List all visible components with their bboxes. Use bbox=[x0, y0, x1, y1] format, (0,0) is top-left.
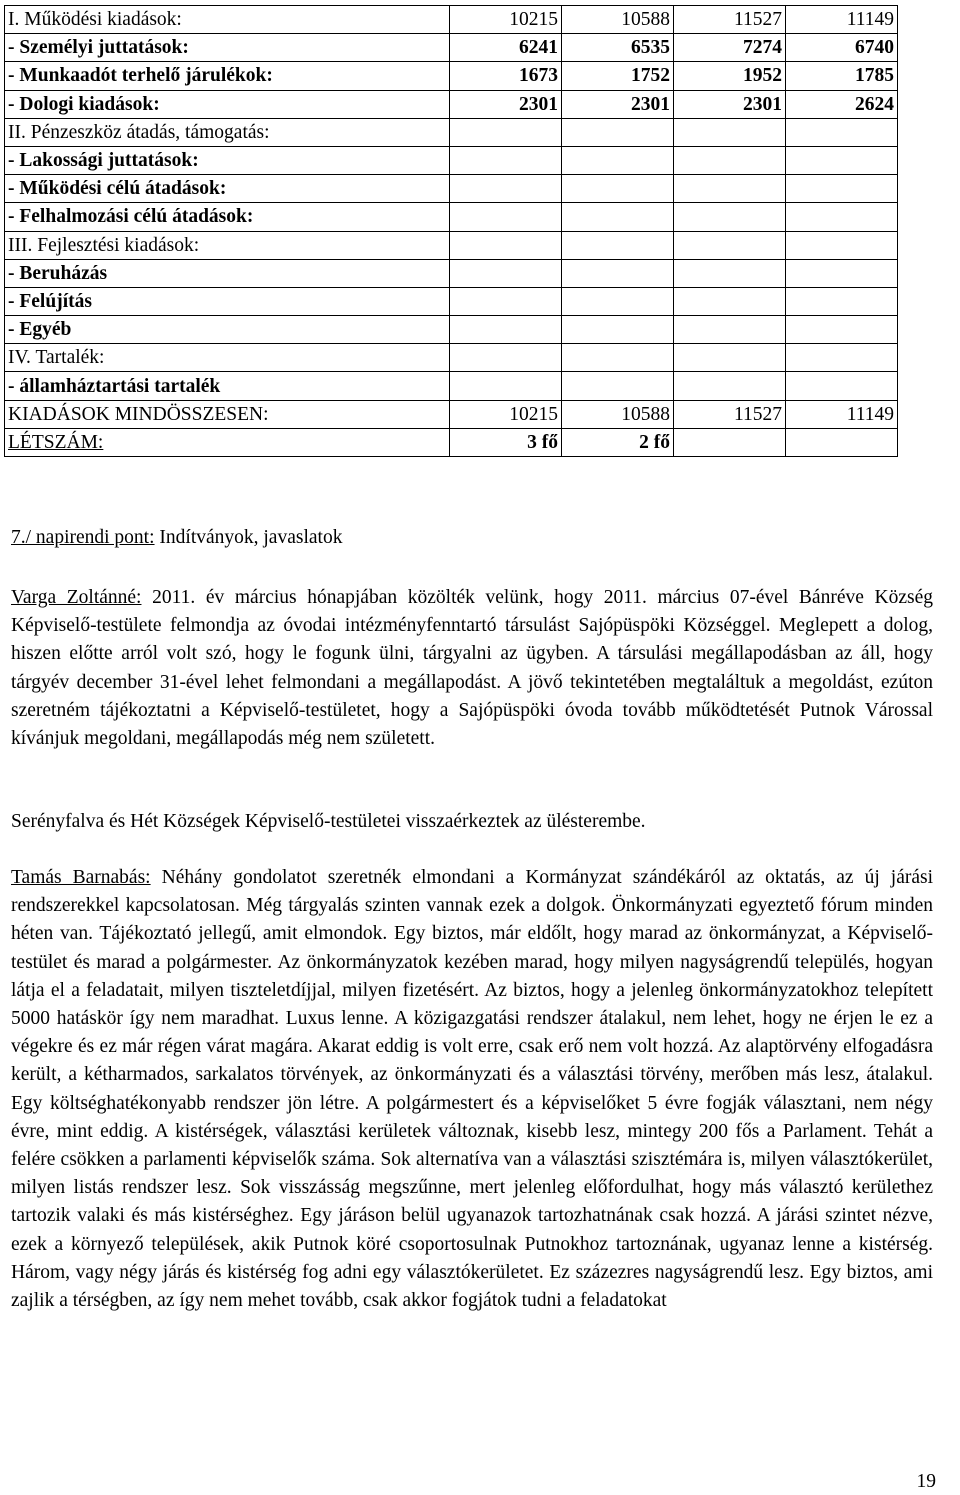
row-value bbox=[786, 372, 898, 400]
row-value: 10215 bbox=[450, 6, 562, 34]
row-value: 11527 bbox=[674, 6, 786, 34]
row-value: 1952 bbox=[674, 62, 786, 90]
paragraph-text: Serényfalva és Hét Községek Képviselő-testületei visszaérkeztek az ülésterembe. bbox=[11, 811, 646, 832]
table-row bbox=[5, 118, 898, 146]
row-label-text: - Felhalmozási célú átadások: bbox=[8, 206, 254, 228]
row-value: 10588 bbox=[562, 400, 674, 428]
row-label-text: LÉTSZÁM: bbox=[8, 431, 104, 453]
row-value: 1673 bbox=[450, 62, 562, 90]
row-label bbox=[5, 316, 450, 344]
row-label-text: - Egyéb bbox=[8, 319, 72, 341]
row-value bbox=[786, 118, 898, 146]
row-label-text: I. Működési kiadások: bbox=[8, 9, 182, 31]
row-label-text: - Munkaadót terhelő járulékok: bbox=[8, 65, 273, 87]
row-label-text: - államháztartási tartalék bbox=[8, 375, 221, 397]
table-row bbox=[5, 372, 898, 400]
row-value bbox=[450, 231, 562, 259]
row-value bbox=[674, 203, 786, 231]
agenda-heading bbox=[11, 527, 342, 549]
row-value bbox=[674, 316, 786, 344]
table-row bbox=[5, 400, 898, 428]
row-value: 7274 bbox=[674, 34, 786, 62]
row-value bbox=[450, 146, 562, 174]
row-value: 2301 bbox=[562, 90, 674, 118]
row-value: 1752 bbox=[562, 62, 674, 90]
row-value bbox=[562, 372, 674, 400]
row-value: 10215 bbox=[450, 400, 562, 428]
row-value bbox=[674, 175, 786, 203]
row-label-text: - Lakossági juttatások: bbox=[8, 150, 199, 172]
table-row bbox=[5, 34, 898, 62]
row-value: 6241 bbox=[450, 34, 562, 62]
table-row bbox=[5, 90, 898, 118]
agenda-label: 7./ napirendi pont: bbox=[11, 527, 155, 548]
row-value bbox=[786, 175, 898, 203]
row-value bbox=[450, 344, 562, 372]
row-label bbox=[5, 428, 450, 456]
row-label bbox=[5, 203, 450, 231]
paragraph-text: Néhány gondolatot szeretnék elmondani a Kormányzat szándékáról az oktatás, az új járási rendszerekkel kapcsolatosan. Még tárgyalás szinten vannak ezek a dolgok. Önkormányzati egyeztető fórum minden héten van. Tájékoztató jellegű, amit elmondok. Egy biztos, már eldőlt, hogy marad az önkormányzat, a Képviselő-testület és marad a polgármester. Az önkormányzatok kezében marad, hogy milyen nagyságrendű település, hogyan látja el a feladatait, milyen tiszteletdíjjal, milyen fizetésért. Az biztos, hogy a jelenleg önkormányzatokhoz telepített 5000 hatáskör így nem maradhat. Luxus lenne. A közigazgatási rendszer átalakul, nem lehet, hogy ne érjen le ez a végekre és ez már régen várat magára. Akarat eddig is volt erre, csak erő nem volt hozzá. Az alaptörvény elfogadásra került, a kétharmados, sarkalatos törvények, az önkormányzati és a választási törvény, merőben más lesz, átalakul. Egy költséghatékonyabb rendszer jön létre. A polgármestert és a képviselőket 5 évre fogják választani, nem négy évre, mint eddig. A kistérségek, választási kerületek változnak, kisebb lesz, mintegy 200 fős a Parlament. Tehát a felére csökken a parlamenti képviselők száma. Sok alternatíva van a választási szisztémára is, milyen választókerület, milyen listás rendszer lesz. Sok visszásság megszűnne, mert jelenleg előfordulhat, hogy más választó kerülethez tartozik valaki és más kistérséghez. Egy járáson belül ugyanazok tartozhatnának csak hozzá. A járási szintet nézve, ezek a környező települések, akik Putnok köré csoportosulnak Putnokhoz tartoznának, ugyanaz lenne a kistérség. Három, vagy négy járás és kistérség fog adni egy választókerületet. Ez százezres nagyságrendű lesz. Egy biztos, ami zajlik a térségben, az így nem mehet tovább, csak akkor fogjátok tudni a feladatokat bbox=[11, 867, 933, 1312]
row-label-text: - Felújítás bbox=[8, 290, 92, 312]
table-row bbox=[5, 428, 898, 456]
row-label bbox=[5, 372, 450, 400]
row-value: 6740 bbox=[786, 34, 898, 62]
row-value bbox=[562, 118, 674, 146]
row-value bbox=[562, 146, 674, 174]
row-label bbox=[5, 34, 450, 62]
row-value bbox=[674, 231, 786, 259]
agenda-text: Indítványok, javaslatok bbox=[154, 527, 343, 548]
row-value: 3 fő bbox=[450, 428, 562, 456]
row-value bbox=[786, 203, 898, 231]
row-value bbox=[786, 428, 898, 456]
row-label-text: III. Fejlesztési kiadások: bbox=[8, 234, 200, 256]
table-row bbox=[5, 6, 898, 34]
table-row bbox=[5, 175, 898, 203]
table-row bbox=[5, 344, 898, 372]
table-row bbox=[5, 316, 898, 344]
row-value: 11149 bbox=[786, 400, 898, 428]
table-row bbox=[5, 259, 898, 287]
row-label-text: - Dologi kiadások: bbox=[8, 93, 160, 115]
row-value bbox=[450, 175, 562, 203]
row-value: 2 fő bbox=[562, 428, 674, 456]
row-value bbox=[674, 428, 786, 456]
paragraph-varga bbox=[11, 584, 933, 753]
row-value bbox=[674, 372, 786, 400]
row-label bbox=[5, 62, 450, 90]
row-value bbox=[674, 118, 786, 146]
row-value bbox=[562, 203, 674, 231]
row-value bbox=[674, 287, 786, 315]
row-value bbox=[562, 259, 674, 287]
row-value bbox=[786, 146, 898, 174]
row-value bbox=[450, 316, 562, 344]
paragraph-text: 2011. év március hónapjában közölték velünk, hogy 2011. március 07-ével Bánréve Község Képviselő-testülete felmondja az óvodai intézményfenntartó társulást Sajópüspöki Községgel. Meglepett a dolog, hiszen előtte arról volt szó, hogy le fogunk ülni, tárgyalni az ügyben. A társulási megállapodásban az áll, hogy tárgyév december 31-ével lehet felmondani a megállapodást. A jövő tekintetében megtaláltuk a megoldást, ezúton szeretném tájékoztatni a Képviselő-testületet, hogy a Sajópüspöki óvoda tovább működtetését Putnok Várossal kívánjuk megoldani, megállapodás még nem született. bbox=[11, 587, 933, 750]
row-label bbox=[5, 259, 450, 287]
row-label bbox=[5, 287, 450, 315]
row-label-text: IV. Tartalék: bbox=[8, 347, 105, 369]
row-value bbox=[786, 259, 898, 287]
row-label bbox=[5, 400, 450, 428]
row-label bbox=[5, 6, 450, 34]
row-label-text: - Működési célú átadások: bbox=[8, 178, 227, 200]
row-value: 6535 bbox=[562, 34, 674, 62]
paragraph-tamas bbox=[11, 864, 933, 1315]
table-row bbox=[5, 287, 898, 315]
row-value bbox=[562, 344, 674, 372]
row-value bbox=[450, 259, 562, 287]
speaker-name: Tamás Barnabás: bbox=[11, 867, 151, 888]
row-value bbox=[562, 231, 674, 259]
row-value bbox=[786, 316, 898, 344]
row-value bbox=[786, 287, 898, 315]
row-label bbox=[5, 231, 450, 259]
row-label bbox=[5, 90, 450, 118]
row-value bbox=[562, 175, 674, 203]
budget-table-body bbox=[5, 6, 898, 457]
row-value bbox=[450, 118, 562, 146]
row-value bbox=[450, 203, 562, 231]
table-row bbox=[5, 62, 898, 90]
paragraph-note bbox=[11, 808, 933, 836]
row-value: 1785 bbox=[786, 62, 898, 90]
row-value bbox=[674, 259, 786, 287]
row-value: 11149 bbox=[786, 6, 898, 34]
row-value bbox=[674, 344, 786, 372]
row-value bbox=[562, 287, 674, 315]
row-label-text: - Beruházás bbox=[8, 262, 108, 284]
budget-table bbox=[4, 5, 898, 457]
row-value: 11527 bbox=[674, 400, 786, 428]
page-number: 19 bbox=[916, 1471, 936, 1492]
row-value bbox=[450, 372, 562, 400]
row-label-text: - Személyi juttatások: bbox=[8, 37, 189, 59]
row-label bbox=[5, 118, 450, 146]
speaker-name: Varga Zoltánné: bbox=[11, 587, 142, 608]
row-value: 10588 bbox=[562, 6, 674, 34]
row-label-text: KIADÁSOK MINDÖSSZESEN: bbox=[8, 403, 269, 425]
row-label-text: II. Pénzeszköz átadás, támogatás: bbox=[8, 121, 270, 143]
row-value bbox=[562, 316, 674, 344]
row-value: 2301 bbox=[450, 90, 562, 118]
row-value: 2624 bbox=[786, 90, 898, 118]
row-label bbox=[5, 175, 450, 203]
row-value bbox=[674, 146, 786, 174]
row-value bbox=[786, 344, 898, 372]
table-row bbox=[5, 203, 898, 231]
row-value bbox=[786, 231, 898, 259]
row-label bbox=[5, 146, 450, 174]
table-row bbox=[5, 146, 898, 174]
row-value: 2301 bbox=[674, 90, 786, 118]
table-row bbox=[5, 231, 898, 259]
row-value bbox=[450, 287, 562, 315]
row-label bbox=[5, 344, 450, 372]
